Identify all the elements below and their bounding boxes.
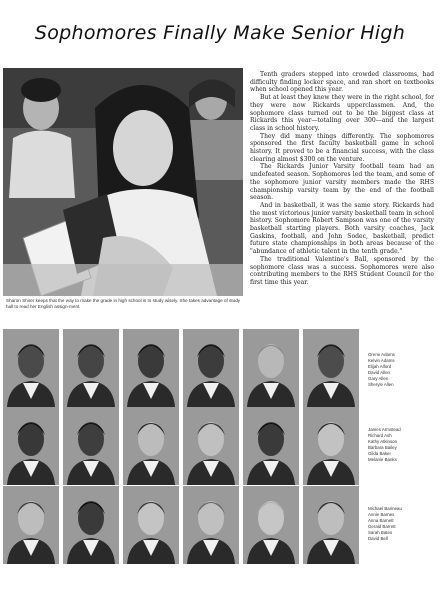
student-portrait [303,329,359,407]
portrait-row-1 [3,329,359,407]
student-portrait [123,329,179,407]
student-portrait [123,486,179,564]
student-name: Anna Barnett [368,518,394,523]
student-name: Annie Barnes [368,512,395,517]
student-portrait [183,486,239,564]
student-portrait [243,486,299,564]
student-name: Gilda Baker [368,451,391,456]
student-name: Elijah Alford [368,364,392,369]
name-list-2 [368,427,438,463]
student-name: Richard Ash [368,433,392,438]
portrait-photo [63,407,119,485]
portrait-photo [303,407,359,485]
portrait-photo [303,329,359,407]
student-portrait [123,407,179,485]
portrait-photo [63,329,119,407]
student-name: Sarah Bates [368,530,393,535]
student-name: Kelvin Adams [368,358,395,363]
background-student-shirt [9,131,75,199]
student-name: James Armstead [368,427,401,432]
portrait-photo [303,486,359,564]
student-portrait [63,329,119,407]
portrait-photo [3,407,59,485]
student-portrait [243,407,299,485]
student-portrait [303,486,359,564]
student-name: Barbara Bailey [368,445,397,450]
article-body [250,71,434,287]
portrait-photo [63,486,119,564]
portrait-photo [3,486,59,564]
student-name: David Allen [368,370,390,375]
student-portrait [183,407,239,485]
portrait-photo [123,486,179,564]
student-name: Orene Adams [368,352,395,357]
student-portrait [63,486,119,564]
portrait-photo [3,329,59,407]
girl-face [113,110,173,186]
portrait-photo [123,329,179,407]
student-portrait [3,329,59,407]
photo-caption: Sharon Shirer keeps that the way to make the grade in high school is to study wisely. She takes advantage of study hall to read her English assign-ment. [6,298,241,310]
student-name: David Bell [368,536,388,541]
background-student-hair [21,78,61,102]
student-portrait [243,329,299,407]
portrait-row-2 [3,407,359,485]
student-name: Melanie Banks [368,457,397,462]
student-name: Gerald Barrett [368,524,396,529]
student-name: Michael Barineau [368,506,402,511]
student-portrait [3,407,59,485]
portrait-photo [123,407,179,485]
student-name: Sheryle Allen [368,382,394,387]
portrait-photo [183,329,239,407]
study-hall-photo [3,68,243,296]
portrait-photo [243,329,299,407]
article-paragraph: But at least they knew they were in the right school, for they were now Rickards upperclassmen. And, the sophomore class turned out to be the biggest class at Rickards this year—totaling over 300—and the largest class in school history. [250,94,434,132]
article-paragraph: And in basketball, it was the same story. Rickards had the most victorious junior varsity basketball team in school history. Sophomore Robert Sampson was one of the varsity basketball starting players. Both varsity coaches, Jack Gaskins, football, and John Sodec, basketball, predict future state championships in both areas because of the "abundance of athletic talent in the tenth grade." [250,201,434,256]
student-portrait [183,329,239,407]
page-title: Sophomores Finally Make Senior High [34,22,406,44]
article-paragraph: The traditional Valentine's Ball, sponsored by the sophomore class was a success. Sophomores were also contributing members to the RHS Student Council for the first time this year. [250,255,434,286]
portrait-photo [183,486,239,564]
student-portrait [63,407,119,485]
portrait-photo [243,407,299,485]
name-list-3 [368,506,438,542]
article-paragraph: Tenth graders stepped into crowded classrooms, had difficulty finding locker space, and ran short on textbooks when school opened this year. [250,71,434,94]
student-portrait [303,407,359,485]
name-list-1 [368,352,438,388]
article-paragraph: The Rickards Junior Varsity football team had an undefeated season. Sophomores led the team, and some of the sophomore junior varsity members made the RHS championship varsity team by the end of the football season. [250,163,434,202]
portrait-photo [183,407,239,485]
student-name: Gary Allen [368,376,389,381]
desk [3,264,243,296]
portrait-row-3 [3,486,359,564]
student-name: Kathy Atkinson [368,439,398,444]
article-paragraph: They did many things differently. The sophomores sponsored the first faculty basketball game in school history. It proved to be a financial success, with the class clearing almost $300 on the venture. [250,132,434,163]
hero-photo [3,68,243,296]
portrait-photo [243,486,299,564]
student-portrait [3,486,59,564]
